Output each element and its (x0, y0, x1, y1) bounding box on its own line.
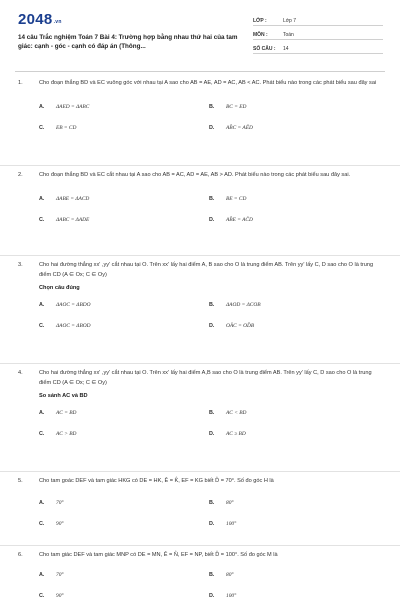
answer-option-c[interactable] (39, 585, 209, 606)
question-header (18, 476, 382, 486)
option-text: BE = CD (226, 195, 247, 202)
option-letter: B. (209, 571, 215, 578)
question-text: Cho tam goác DEF và tam giác HKG có DE = HK, Ê = K̂, EF = KG biết D̂ = 70°. Số đo góc H là (39, 478, 274, 484)
option-letter: C. (39, 216, 45, 223)
option-letter: B. (209, 499, 215, 506)
question-1 (0, 78, 400, 166)
answer-option-d[interactable] (209, 117, 379, 138)
option-letter: D. (209, 322, 215, 329)
option-letter: C. (39, 520, 45, 527)
option-letter: A. (39, 103, 45, 110)
option-letter: C. (39, 124, 45, 131)
answer-option-a[interactable] (39, 96, 209, 117)
question-4 (0, 368, 400, 472)
option-text: 80° (226, 571, 234, 578)
meta-label: SỐ CÂU : (253, 46, 276, 52)
option-text: EB = CD (56, 124, 77, 131)
option-letter: D. (209, 520, 215, 527)
answer-option-b[interactable] (209, 188, 379, 209)
option-text: 80° (226, 499, 234, 506)
option-letter: A. (39, 499, 45, 506)
option-letter: A. (39, 195, 45, 202)
option-text: ΔAOC = ΔBDO (56, 301, 91, 308)
option-letter: D. (209, 592, 215, 599)
answer-option-c[interactable] (39, 423, 209, 444)
question-header (18, 550, 382, 560)
option-text: 70° (56, 499, 64, 506)
meta-row-class (253, 13, 383, 26)
question-text: Cho đoạn thẳng BD và EC cắt nhau tại A sao cho AB = AC, AD = AE, AB > AD. Phát biểu nào trong các phát biểu sau đây sai. (39, 172, 351, 178)
question-text: Cho hai đường thẳng xx' ,yy' cắt nhau tại O. Trên xx' lấy hai điểm A,B sao cho O là trung điểm AB. Trên yy' lấy C, D sao cho O là trung điểm CD (A ∈ Ox; C ∈ Oy) (39, 370, 372, 386)
option-letter: C. (39, 430, 45, 437)
option-letter: A. (39, 571, 45, 578)
option-letter: A. (39, 409, 45, 416)
option-text: AB̂C = AÊD (226, 124, 253, 131)
question-prompt: So sánh AC và BD (39, 393, 88, 399)
answer-option-c[interactable] (39, 513, 209, 534)
header-divider (15, 71, 385, 72)
answer-options (39, 188, 382, 230)
meta-row-subject (253, 27, 383, 40)
option-text: 90° (56, 592, 64, 599)
option-letter: B. (209, 409, 215, 416)
question-number: 6. (18, 552, 23, 558)
answer-option-a[interactable] (39, 492, 209, 513)
meta-value: 14 (283, 46, 289, 52)
answer-options (39, 402, 382, 444)
answer-option-a[interactable] (39, 402, 209, 423)
option-letter: D. (209, 430, 215, 437)
logo-suffix: .vn (53, 19, 62, 25)
page-header (0, 0, 400, 68)
option-text: AC = BD (56, 409, 77, 416)
meta-label: MÔN : (253, 32, 268, 38)
question-header (18, 170, 382, 180)
document-meta (253, 13, 383, 55)
question-text: Cho hai đường thẳng xx' ,yy' cắt nhau tại O. Trên xx' lấy hai điểm A, B sao cho O là trung điểm AB. Trên yy' lấy C, D sao cho O là trung điểm CD (A ∈ Ox; C ∈ Oy) (39, 262, 374, 278)
question-number: 5. (18, 478, 23, 484)
answer-options (39, 96, 382, 138)
answer-option-b[interactable] (209, 564, 379, 585)
question-text: Cho đoạn thẳng BD và EC vuông góc với nhau tại A sao cho AB = AE, AD = AC, AB < AC. Phát biểu nào trong các phát biểu sau đây sai (39, 80, 377, 86)
question-header (18, 78, 382, 88)
option-text: AC < BD (226, 409, 247, 416)
option-text: AB̂E = AĈD (226, 216, 253, 223)
answer-option-d[interactable] (209, 585, 379, 606)
question-number: 2. (18, 172, 23, 178)
answer-option-a[interactable] (39, 564, 209, 585)
answer-option-a[interactable] (39, 294, 209, 315)
answer-option-b[interactable] (209, 402, 379, 423)
answer-option-d[interactable] (209, 423, 379, 444)
answer-option-d[interactable] (209, 513, 379, 534)
option-letter: D. (209, 124, 215, 131)
question-list (0, 78, 400, 614)
option-text: ΔABC = ΔADE (56, 216, 90, 223)
option-letter: D. (209, 216, 215, 223)
question-6 (0, 550, 400, 614)
option-text: AC ≥ BD (226, 430, 246, 437)
answer-option-c[interactable] (39, 315, 209, 336)
question-5 (0, 476, 400, 546)
option-text: 90° (56, 520, 64, 527)
answer-option-b[interactable] (209, 294, 379, 315)
option-text: ΔAOD = ΔCOB (226, 301, 261, 308)
option-text: 100° (226, 592, 237, 599)
option-letter: B. (209, 103, 215, 110)
document-title: 14 câu Trắc nghiệm Toán 7 Bài 4: Trường hợp bằng nhau thứ hai của tam giác: cạnh - góc - cạnh có đáp án (Thông... (18, 34, 238, 50)
meta-value: Toán (283, 32, 294, 38)
option-text: ΔABE = ΔACD (56, 195, 90, 202)
answer-option-a[interactable] (39, 188, 209, 209)
option-text: ΔAOC = ΔBOD (56, 322, 91, 329)
question-3 (0, 260, 400, 364)
answer-options (39, 294, 382, 336)
option-letter: C. (39, 592, 45, 599)
option-text: 100° (226, 520, 237, 527)
logo-main: 2048 (18, 11, 53, 28)
question-2 (0, 170, 400, 256)
meta-value: Lớp 7 (283, 18, 297, 24)
option-text: BC = ED (226, 103, 247, 110)
option-text: OÂC = OD̂B (226, 322, 255, 329)
site-logo[interactable] (18, 11, 62, 28)
answer-option-c[interactable] (39, 209, 209, 230)
answer-option-b[interactable] (209, 96, 379, 117)
meta-label: LỚP : (253, 18, 267, 24)
answer-option-d[interactable] (209, 209, 379, 230)
question-prompt: Chọn câu đúng (39, 285, 80, 291)
answer-option-d[interactable] (209, 315, 379, 336)
option-text: AC > BD (56, 430, 77, 437)
question-text: Cho tam giác DEF và tam giác MNP có DE = MN, Ê = N̂, EF = NP, biết D̂ = 100°. Số đo góc M là (39, 552, 278, 558)
question-number: 3. (18, 262, 23, 268)
option-letter: C. (39, 322, 45, 329)
option-text: 70° (56, 571, 64, 578)
answer-option-c[interactable] (39, 117, 209, 138)
option-letter: B. (209, 301, 215, 308)
option-letter: A. (39, 301, 45, 308)
answer-option-b[interactable] (209, 492, 379, 513)
answer-options (39, 492, 382, 534)
option-letter: B. (209, 195, 215, 202)
meta-row-count (253, 41, 383, 54)
question-header (18, 368, 382, 388)
question-number: 4. (18, 370, 23, 376)
option-text: ΔAED = ΔABC (56, 103, 90, 110)
question-header (18, 260, 382, 280)
question-number: 1. (18, 80, 23, 86)
